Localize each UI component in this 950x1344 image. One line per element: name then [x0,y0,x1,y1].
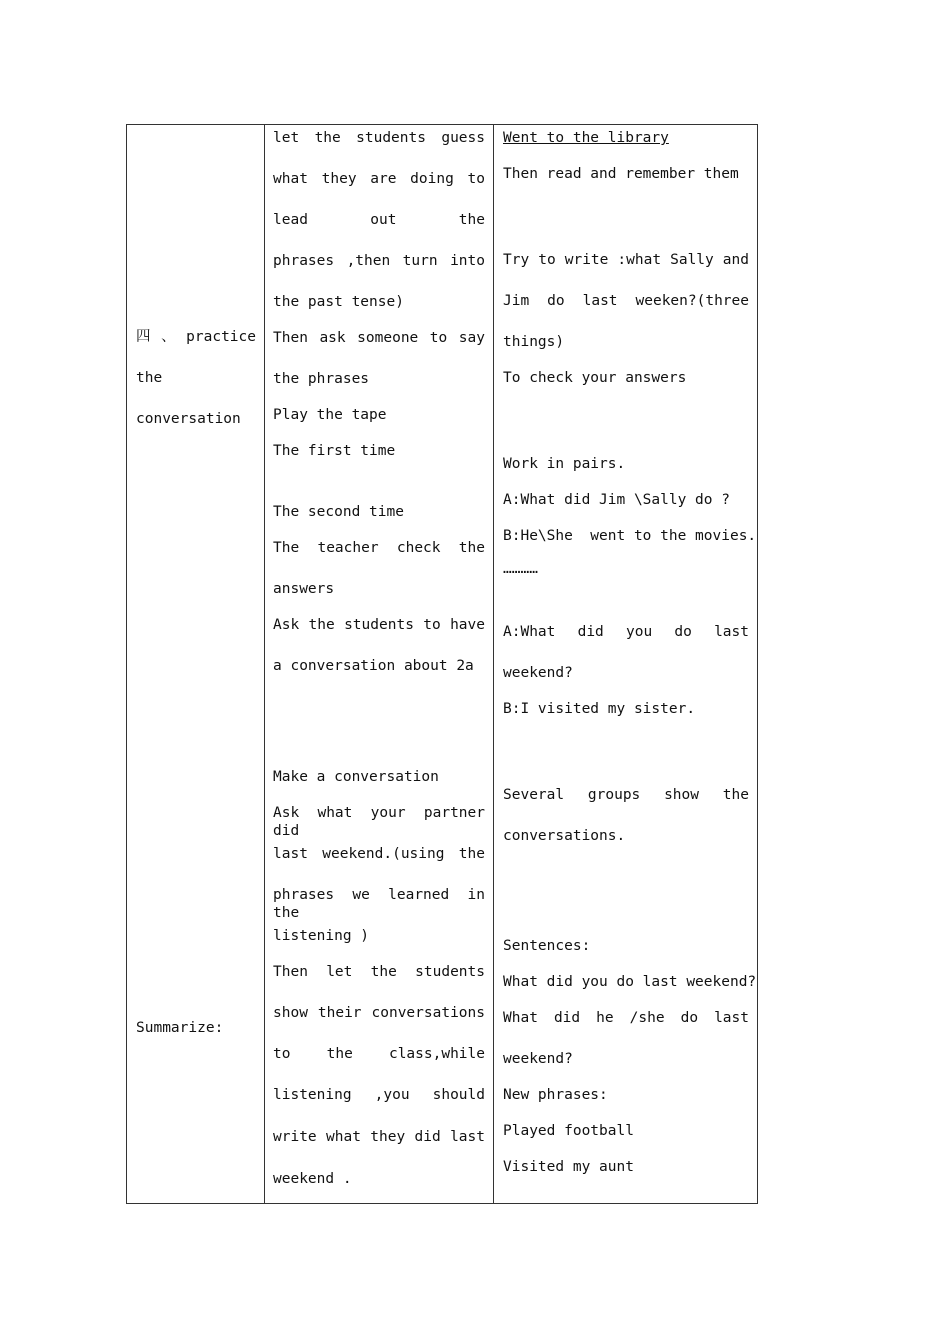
teacher-activity-line: lead out the [273,212,485,228]
step-label: conversation [136,411,241,427]
teacher-activity-line: weekend . [273,1171,352,1187]
student-activity-line: New phrases: [503,1087,608,1103]
teacher-activity-line: listening ) [273,928,370,944]
student-activity-line: A:What did you do last [503,624,749,640]
teacher-activity-line: the past tense) [273,294,404,310]
teacher-activity-line: the phrases [273,371,370,387]
student-activity-line: Went to the library [503,130,669,146]
student-activity-line: conversations. [503,828,626,844]
student-activity-line: What did you do last weekend? [503,974,757,990]
student-activity-line: Try to write :what Sally and [503,252,749,268]
summarize-label: Summarize: [136,1020,224,1036]
teacher-activity-line: The teacher check the [273,540,485,556]
teacher-activity-line: Ask what your partner did [273,805,485,839]
step-label: 四 、 practice [136,329,256,345]
teacher-activity-line: last weekend.(using the [273,846,485,862]
student-activity-line: What did he /she do last [503,1010,749,1026]
student-activity-line: Several groups show the [503,787,749,803]
student-activity-line: weekend? [503,665,573,681]
teacher-activity-line: write what they did last [273,1129,485,1145]
student-activity-line: things) [503,334,565,350]
column-divider [493,125,494,1203]
step-label: the [136,370,163,386]
student-activity-line: B:He\She went to the movies. [503,528,757,544]
student-activity-line: A:What did Jim \Sally do ? [503,492,730,508]
teacher-activity-line: Play the tape [273,407,387,423]
student-activity-line: ………… [503,561,538,577]
student-activity-line: weekend? [503,1051,573,1067]
teacher-activity-line: a conversation about 2a [273,658,474,674]
teacher-activity-line: to the class,while [273,1046,485,1062]
student-activity-line: Sentences: [503,938,591,954]
student-activity-line: Work in pairs. [503,456,626,472]
teacher-activity-line: The second time [273,504,404,520]
teacher-activity-line: Then let the students [273,964,485,980]
student-activity-line: Played football [503,1123,634,1139]
student-activity-line: B:I visited my sister. [503,701,696,717]
teacher-activity-line: let the students guess [273,130,485,146]
student-activity-line: Visited my aunt [503,1159,634,1175]
teacher-activity-line: phrases ,then turn into [273,253,485,269]
teacher-activity-line: The first time [273,443,396,459]
teacher-activity-line: show their conversations [273,1005,485,1021]
teacher-activity-line: Make a conversation [273,769,439,785]
student-activity-line: Then read and remember them [503,166,739,182]
student-activity-line: Jim do last weeken?(three [503,293,749,309]
teacher-activity-line: phrases we learned in the [273,887,485,921]
teacher-activity-line: Then ask someone to say [273,330,485,346]
teacher-activity-line: answers [273,581,335,597]
teacher-activity-line: what they are doing to [273,171,485,187]
teacher-activity-line: listening ,you should [273,1087,485,1103]
column-divider [264,125,265,1203]
student-activity-line: To check your answers [503,370,687,386]
teacher-activity-line: Ask the students to have [273,617,485,633]
